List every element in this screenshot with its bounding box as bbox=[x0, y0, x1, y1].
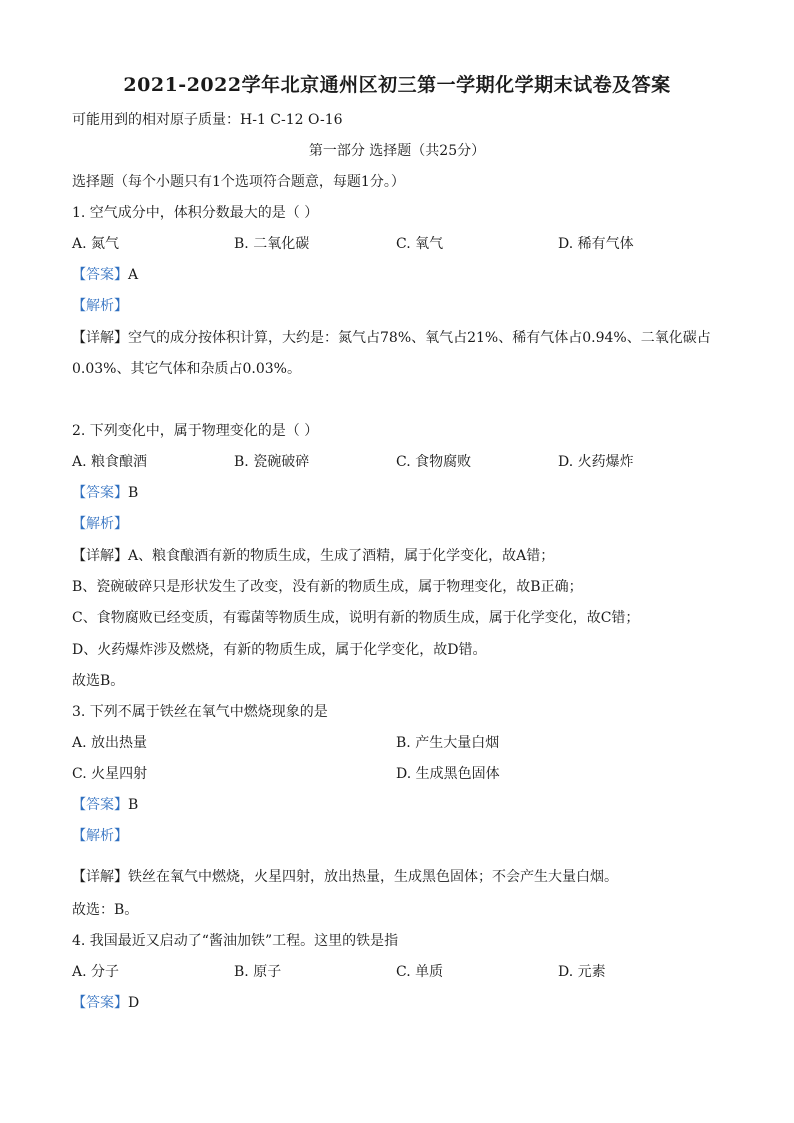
question-3-analysis bbox=[72, 826, 128, 846]
detail-label: 【详解】 bbox=[72, 548, 128, 564]
question-4-option-a: A. 分子 bbox=[72, 964, 120, 980]
page-title: 2021-2022学年北京通州区初三第一学期化学期末试卷及答案 bbox=[123, 74, 671, 96]
question-4-option-c: C. 单质 bbox=[396, 964, 444, 980]
atomic-mass-note: 可能用到的相对原子质量：H-1 C-12 O-16 bbox=[72, 112, 343, 128]
question-1-detail bbox=[72, 328, 711, 348]
question-4-option-d: D. 元素 bbox=[558, 964, 606, 980]
question-1-answer bbox=[72, 265, 138, 285]
analysis-label: 【解析】 bbox=[72, 516, 128, 532]
question-3-answer bbox=[72, 795, 138, 815]
question-4-answer bbox=[72, 993, 139, 1013]
question-2-detail-c: C、食物腐败已经变质，有霉菌等物质生成，说明有新的物质生成，属于化学变化，故C错； bbox=[72, 610, 640, 626]
question-1-option-d: D. 稀有气体 bbox=[558, 236, 634, 252]
question-2-detail-d: D、火药爆炸涉及燃烧，有新的物质生成，属于化学变化，故D错。 bbox=[72, 642, 487, 658]
question-1-option-c: C. 氧气 bbox=[396, 236, 444, 252]
answer-value: A bbox=[128, 267, 139, 283]
question-2-option-b: B. 瓷碗破碎 bbox=[234, 454, 310, 470]
question-3-detail bbox=[72, 867, 618, 887]
question-2-conclusion: 故选B。 bbox=[72, 673, 125, 689]
question-4-option-b: B. 原子 bbox=[234, 964, 282, 980]
detail-text: 空气的成分按体积计算，大约是：氮气占78%、氧气占21%、稀有气体占0.94%、二氧化碳占 bbox=[128, 330, 711, 346]
question-2-analysis bbox=[72, 514, 128, 534]
analysis-label: 【解析】 bbox=[72, 828, 128, 844]
question-2-detail-b: B、瓷碗破碎只是形状发生了改变，没有新的物质生成，属于物理变化，故B正确； bbox=[72, 579, 583, 595]
question-3-stem: 3. 下列不属于铁丝在氧气中燃烧现象的是 bbox=[72, 704, 328, 720]
question-2-option-d: D. 火药爆炸 bbox=[558, 454, 634, 470]
answer-label: 【答案】 bbox=[72, 485, 128, 501]
question-1-option-b: B. 二氧化碳 bbox=[234, 236, 310, 252]
question-2-detail bbox=[72, 546, 554, 566]
question-3-option-c: C. 火星四射 bbox=[72, 766, 148, 782]
detail-label: 【详解】 bbox=[72, 330, 128, 346]
part-heading: 第一部分 选择题（共25分） bbox=[308, 143, 486, 159]
answer-value: B bbox=[128, 797, 139, 813]
question-2-answer bbox=[72, 483, 138, 503]
answer-label: 【答案】 bbox=[72, 267, 128, 283]
question-1-detail-cont: 0.03%、其它气体和杂质占0.03%。 bbox=[72, 361, 301, 377]
question-3-option-b: B. 产生大量白烟 bbox=[396, 735, 500, 751]
answer-value: D bbox=[128, 995, 140, 1011]
answer-value: B bbox=[128, 485, 139, 501]
analysis-label: 【解析】 bbox=[72, 298, 128, 314]
question-1-analysis bbox=[72, 296, 128, 316]
section-instructions: 选择题（每个小题只有1个选项符合题意，每题1分。） bbox=[72, 174, 405, 190]
detail-text: A、粮食酿酒有新的物质生成，生成了酒精，属于化学变化，故A错； bbox=[128, 548, 555, 564]
question-3-conclusion: 故选：B。 bbox=[72, 902, 139, 918]
question-1-option-a: A. 氮气 bbox=[72, 236, 120, 252]
answer-label: 【答案】 bbox=[72, 995, 128, 1011]
question-2-option-c: C. 食物腐败 bbox=[396, 454, 472, 470]
answer-label: 【答案】 bbox=[72, 797, 128, 813]
question-2-stem: 2. 下列变化中，属于物理变化的是（ ） bbox=[72, 423, 319, 439]
question-3-option-d: D. 生成黑色固体 bbox=[396, 766, 500, 782]
detail-text: 铁丝在氧气中燃烧，火星四射，放出热量，生成黑色固体；不会产生大量白烟。 bbox=[128, 869, 618, 885]
detail-label: 【详解】 bbox=[72, 869, 128, 885]
question-4-stem: 4. 我国最近又启动了“酱油加铁”工程。这里的铁是指 bbox=[72, 933, 399, 949]
question-1-stem: 1. 空气成分中，体积分数最大的是（ ） bbox=[72, 205, 319, 221]
question-3-option-a: A. 放出热量 bbox=[72, 735, 148, 751]
question-2-option-a: A. 粮食酿酒 bbox=[72, 454, 148, 470]
